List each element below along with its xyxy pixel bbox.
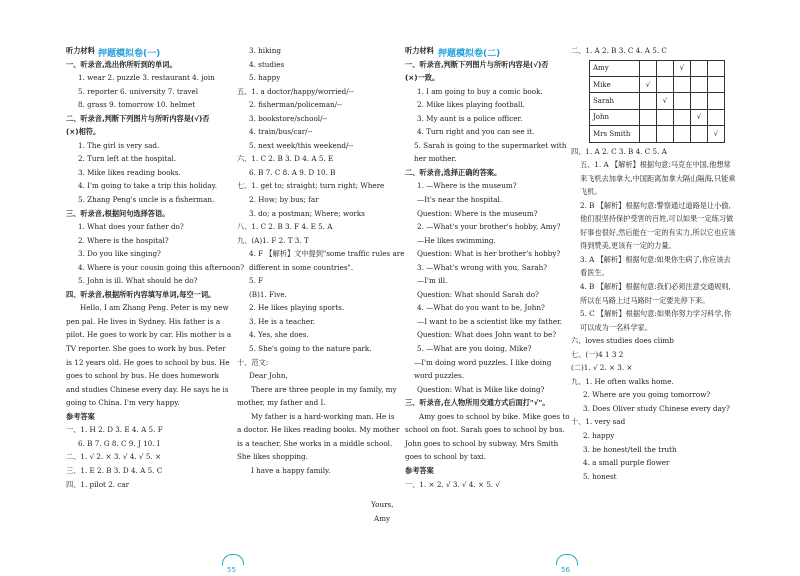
text-line: 七、1. get to; straight; turn right; Where [237,181,385,191]
table-cell-mark: √ [708,126,725,142]
page-number-decoration [222,554,244,565]
section-heading: 听力材料 [405,46,434,55]
page-number-left: 55 [227,566,236,574]
table-cell-mark: √ [691,109,708,125]
text-line: 六、1. C 2. B 3. D 4. A 5. E [237,154,334,164]
table-cell-mark [691,60,708,76]
text-line: 2. Turn left at the hospital. [78,154,177,164]
table-cell-mark [674,126,691,142]
table-cell-mark: √ [674,60,691,76]
page-title-right: 押题模拟卷(二) [438,49,501,59]
text-line: 1. What does your father do? [78,222,184,232]
text-line: 1. wear 2. puzzle 3. restaurant 4. join [78,73,215,83]
text-line: 5. Zhang Peng's uncle is a fisherman. [78,195,215,205]
text-line: 4. a small purple flower [583,458,670,468]
text-line: 3. A 【解析】根据句意:如果你生病了,你应该去看医生。 [580,254,731,278]
table-cell-mark [640,93,657,109]
text-line: 五、1. a doctor/happy/worried/-- [237,86,354,96]
text-line: 1. —Where is the museum? [417,181,517,191]
text-line: 2. fisherman/policeman/-- [249,100,342,110]
table-cell-name: Mrs Smith [590,126,640,142]
text-line: 十、范文: [237,357,269,367]
table-cell-mark [640,126,657,142]
text-line: 6. B 7. C 8. A 9. D 10. B [249,167,336,177]
page-number-right: 56 [561,566,570,574]
table-cell-mark [640,109,657,125]
text-line: —I want to be a scientist like my father. [417,316,563,326]
text-line: 5. honest [583,471,617,481]
text-line: 四、1. pilot 2. car [66,479,130,489]
text-line: 4. Turn right and you can see it. [417,127,535,137]
text-line: 二、1. √ 2. × 3. √ 4. √ 5. × [66,452,162,462]
table-cell-mark [674,76,691,92]
text-line: 5. John is ill. What should he do? [78,276,198,286]
text-line: 六、loves studies does climb [571,336,674,346]
text-line: 2. Mike likes playing football. [417,100,525,110]
text-line: 8. grass 9. tomorrow 10. helmet [78,100,196,110]
text-line: 3. do; a postman; Where; works [249,208,365,218]
table-row [590,93,725,109]
text-line: Question: What does John want to be? [417,330,557,340]
table-cell-mark [674,93,691,109]
text-line: Question: Where is the museum? [417,208,538,218]
table-cell-name: Mike [590,76,640,92]
section-heading: 四、听录音,根据所听内容填写单词,每空一词。 [66,289,216,299]
text-line: 一、1. H 2. D 3. E 4. A 5. F [66,425,163,435]
text-line: 1. I am going to buy a comic book. [417,86,543,96]
table-cell-mark: √ [640,76,657,92]
text-line: 4. studies [249,59,285,69]
table-row [590,76,725,92]
text-line: 4. B 【解析】根据句意:我们必须注意交通规则,所以在马路上过马路时一定要先停下来。 [580,281,731,305]
column-3 [405,44,570,491]
section-heading: (×)相符。 [66,127,101,137]
text-line: 九、1. He often walks home. [571,376,674,386]
table-cell-mark [657,60,674,76]
text-line: —I'm doing word puzzles. I like doing word puzzles. [414,357,552,381]
text-line: 3. He is a teacher. [249,316,316,326]
text-line: 3. Mike likes reading books. [78,167,181,177]
table-row [590,60,725,76]
table-cell-mark [691,76,708,92]
table-cell-mark [691,126,708,142]
table-cell-mark [640,60,657,76]
text-line: Question: What is her brother's hobby? [417,249,561,259]
text-line: (B)1. Five. [249,289,287,299]
text-line: 2. Where are you going tomorrow? [583,390,711,400]
section-heading: (×)一致。 [405,73,440,83]
text-line: —I'm ill. [417,276,448,286]
section-heading: 二、听录音,判断下列图片与所听内容是(√)否 [66,113,210,123]
text-line: 3. be honest/tell the truth [583,444,677,454]
page-title-left: 押题模拟卷(一) [98,49,161,59]
table-cell-name: Amy [590,60,640,76]
text-line: 5. She's going to the nature park. [249,344,372,354]
section-heading: 参考答案 [405,465,434,475]
section-heading: 三、听录音,在人物所用交通方式后面打"√"。 [405,398,550,408]
text-line: 3. Does Oliver study Chinese every day? [583,403,730,413]
table-cell-mark [708,93,725,109]
text-line: 5. —What are you doing, Mike? [417,344,532,354]
text-line: 5. next week/this weekend/-- [249,140,354,150]
text-line: —It's near the hospital. [417,195,503,205]
text-line: 1. The girl is very sad. [78,140,160,150]
text-line: 4. train/bus/car/-- [249,127,313,137]
text-line: Question: What is Mike like doing? [417,384,545,394]
section-heading: 一、听录音,判断下列图片与所听内容是(√)否 [405,59,549,69]
column-4-rest [571,145,736,484]
section-heading: 二、听录音,选择正确的答案。 [405,167,502,177]
text-line: 5. Sarah is going to the supermarket with her mother. [414,140,567,164]
text-line: —He likes swimming. [417,235,496,245]
text-line: 2. happy [583,430,615,440]
table-cell-mark [657,109,674,125]
table-row [590,109,725,125]
text-line: 4. —What do you want to be, John? [417,303,545,313]
transport-table [589,60,725,143]
text-line: 一、1. × 2. √ 3. √ 4. × 5. √ [405,479,501,489]
table-cell-name: Sarah [590,93,640,109]
table-cell-mark [657,126,674,142]
text-line: 5. happy [249,73,281,83]
text-line: 八、1. C 2. B 3. F 4. E 5. A [237,222,333,232]
text-line: 4. Where is your cousin going this afternoon? [78,262,245,272]
text-line: 七、(一)4 1 3 2 [571,349,624,359]
text-line: 6. B 7. G 8. C 9. J 10. I [78,438,160,448]
table-cell-mark [708,76,725,92]
text-line: different in some countries". [249,262,354,272]
text-line: 3. hiking [249,46,281,55]
text-line: 2. He likes playing sports. [249,303,345,313]
paragraph: My father is a hard-working man. He is a doctor. He likes reading books. My mother is a teacher. She works in a middle school. She likes shopping. [237,411,400,462]
text-line: 3. My aunt is a police officer. [417,113,523,123]
column-2 [237,44,405,478]
text-line: 2. How; by bus; far [249,195,319,205]
table-cell-name: John [590,109,640,125]
sign-off: Yours, [371,500,394,509]
page-number-decoration [556,554,578,565]
text-line: 2. —What's your brother's hobby, Amy? [417,222,561,232]
table-cell-mark [657,76,674,92]
text-line: 4. Yes, she does. [249,330,309,340]
table-row [590,126,725,142]
section-heading: 听力材料 [66,46,95,55]
text-line: 三、1. E 2. B 3. D 4. A 5. C [66,465,163,475]
text-line: 3. bookstore/school/-- [249,113,328,123]
text-line: 5. C 【解析】根据句意:如果你努力学习科学,你可以成为一名科学家。 [580,309,732,332]
table-cell-mark [674,109,691,125]
column-4 [571,44,736,483]
text-line: Question: What should Sarah do? [417,289,539,299]
table-cell-mark: √ [657,93,674,109]
text-line: 四、1. A 2. C 3. B 4. C 5. A [571,146,667,156]
text-line: 4. F 【解析】文中提到"some traffic rules are [249,249,405,259]
text-line: 3. Do you like singing? [78,249,161,259]
paragraph: Hello, I am Zhang Peng. Peter is my new pen pal. He lives in Sydney. His father is a pilot. He goes to work by car. His mother is a TV reporter. She goes to work by bus. Peter is 12 years old. He goes to school by bus. He goes to school by bus. He does homework and studies Chinese every day. He says he is going to China. I'm very happy. [66,303,232,408]
paragraph: I have a happy family. [251,465,331,475]
text-line: 十、1. very sad [571,417,626,427]
table-cell-mark [691,93,708,109]
sign-name: Amy [374,514,391,523]
text-line: 五、1. A 【解析】根据句意:马克在中国,他想常来飞机去加拿大,中国距离加拿大隔山隔海,只能乘飞机。 [580,160,736,197]
section-heading: 三、听录音,根据问句选择答语。 [66,208,170,218]
text-line: 2. B 【解析】根据句意:警察通过道路是让小偷,他们很坚持保护受害的百姓,可以如果一定练习做好事也很好,然后能在一定的有实力,所以它也应该得到赞美,更该有一定的力量。 [580,200,736,251]
table-cell-mark [708,60,725,76]
table-cell-mark [708,109,725,125]
paragraph: There are three people in my family, my mother, my father and I. [237,384,397,408]
section-heading: 一、听录音,选出你所听到的单词。 [66,59,177,69]
text-line: (二)1. √ 2. × 3. × [571,363,633,373]
paragraph: Amy goes to school by bike. Mike goes to school on foot. Sarah goes to school by bus. John goes to school by subway. Mrs Smith goes to school by taxi. [405,411,570,462]
text-line: Dear John, [249,371,288,381]
text-line: 九、(A)1. F 2. T 3. T [237,235,309,245]
text-line: 3. —What's wrong with you, Sarah? [417,262,548,272]
text-line: 4. I'm going to take a trip this holiday. [78,181,218,191]
section-heading: 参考答案 [66,411,95,421]
text-line: 2. Where is the hospital? [78,235,169,245]
text-line: 5. F [249,276,264,286]
text-line: 5. reporter 6. university 7. travel [78,86,199,96]
answer-line: 二、1. A 2. B 3. C 4. A 5. C [571,46,667,55]
column-1 [66,44,245,491]
